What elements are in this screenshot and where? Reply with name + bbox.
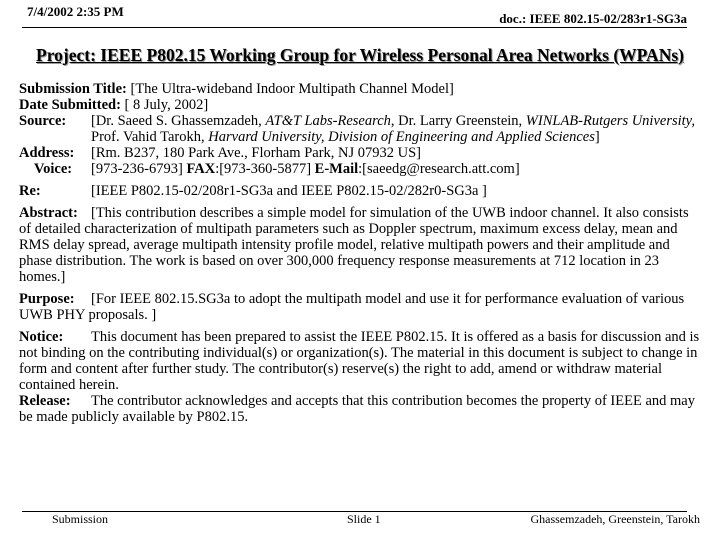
email-label: E-Mail — [314, 161, 359, 177]
source-org-3: Harvard University, Division of Engineering and Applied Sciences — [208, 129, 595, 145]
footer-authors: Ghassemzadeh, Greenstein, Tarokh — [530, 512, 700, 526]
voice-row — [19, 161, 700, 177]
document-body — [19, 81, 700, 425]
notice-value: This document has been prepared to assist the IEEE P802.15. It is offered as a basis for discussion and is not binding on the contributing individual(s) or organization(s). The material in this document is subject to change in form and content after further study. The contributor(s) reserve(s) the right to add, amend or withdraw material contained herein. — [19, 329, 700, 393]
fax-label: FAX — [186, 161, 216, 177]
source-org-1: AT&T Labs-Research — [265, 113, 391, 129]
header-doc-id: doc.: IEEE 802.15-02/283r1-SG3a — [499, 11, 687, 26]
address-row — [19, 145, 700, 161]
abstract-paragraph — [19, 205, 700, 285]
submission-title-row — [19, 81, 700, 97]
source-text-1: [Dr. Saeed S. Ghassemzadeh, — [91, 113, 266, 129]
header-date: 7/4/2002 2:35 PM — [27, 4, 124, 19]
abstract-label: Abstract: — [19, 205, 78, 221]
purpose-paragraph — [19, 291, 700, 323]
source-label: Source: — [19, 113, 67, 129]
email-address: :[saeedg@research.att.com] — [358, 161, 520, 177]
footer-slide-number: Slide 1 — [347, 512, 381, 526]
footer-submission: Submission — [52, 512, 109, 526]
submission-title-value: [The Ultra-wideband Indoor Multipath Channel Model] — [130, 81, 454, 97]
re-label: Re: — [19, 183, 41, 199]
source-value — [91, 113, 700, 145]
address-label: Address: — [19, 145, 75, 161]
source-org-2: WINLAB-Rutgers University, — [525, 113, 695, 129]
release-value: The contributor acknowledges and accepts that this contribution becomes the property of IEEE and may be made publicly available by P802.15. — [19, 393, 695, 425]
source-text-2: , Dr. Larry Greenstein, — [390, 113, 526, 129]
address-value: [Rm. B237, 180 Park Ave., Florham Park, NJ 07932 US] — [91, 145, 422, 161]
source-text-3: Prof. Vahid Tarokh, — [91, 129, 209, 145]
re-row — [19, 183, 700, 199]
release-paragraph — [19, 393, 700, 425]
source-text-4: ] — [594, 129, 600, 145]
page-title: Project: IEEE P802.15 Working Group for Wireless Personal Area Networks (WPANs) — [36, 45, 684, 65]
header-rule — [22, 27, 687, 28]
abstract-value: [This contribution describes a simple model for simulation of the UWB indoor channel. It also consists of detailed characterization of multipath parameters such as Doppler spectrum, maximum excess delay, mean and RMS delay spread, average multipath intensity profile model, relative multipath powers and their amplitude and phase distribution. The work is based on over 300,000 frequency response measurements at 712 location in 23 homes.] — [19, 205, 689, 285]
fax-number: :[973-360-5877] — [215, 161, 315, 177]
release-label: Release: — [19, 393, 71, 409]
source-row — [19, 113, 700, 145]
purpose-value: [For IEEE 802.15.SG3a to adopt the multipath model and use it for performance evaluation of various UWB PHY proposals. ] — [19, 291, 685, 323]
notice-paragraph — [19, 329, 700, 393]
voice-phone: [973-236-6793] — [91, 161, 187, 177]
date-submitted-label: Date Submitted: — [19, 97, 121, 113]
date-submitted-value: [ 8 July, 2002] — [124, 97, 209, 113]
purpose-label: Purpose: — [19, 291, 75, 307]
voice-label: Voice: — [34, 161, 73, 177]
date-submitted-row — [19, 97, 700, 113]
voice-value — [91, 161, 700, 177]
submission-title-label: Submission Title: — [19, 81, 127, 97]
re-value: [IEEE P802.15-02/208r1-SG3a and IEEE P802.15-02/282r0-SG3a ] — [91, 183, 487, 199]
notice-label: Notice: — [19, 329, 64, 345]
